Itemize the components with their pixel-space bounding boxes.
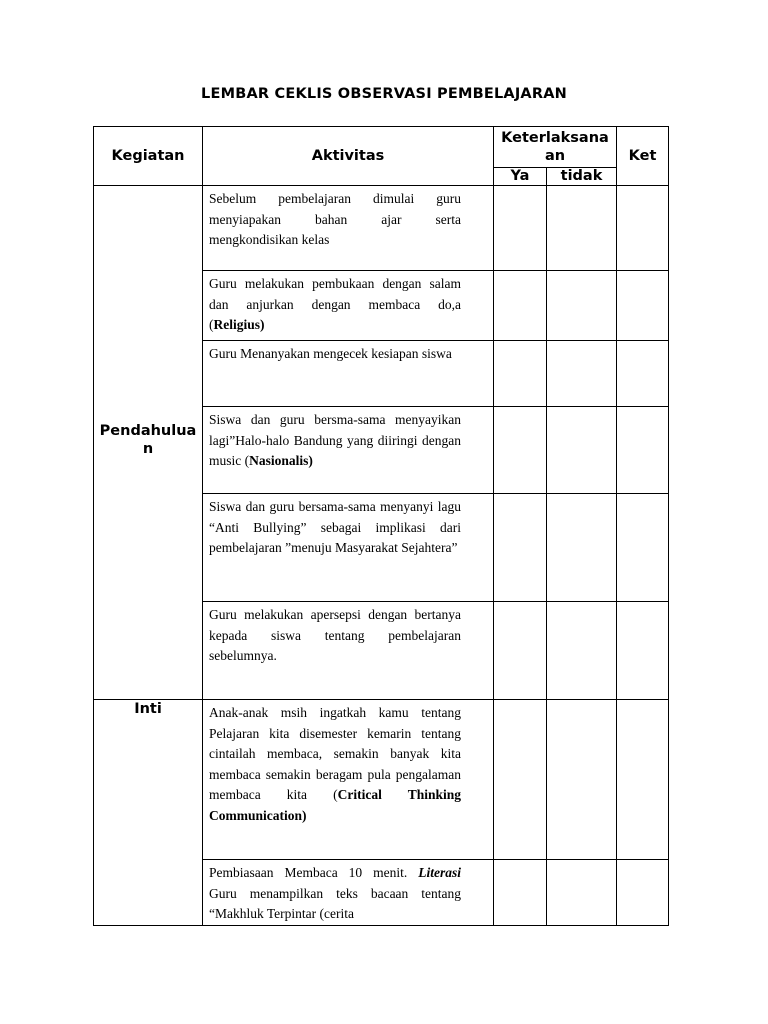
- check-tidak-cell[interactable]: [547, 860, 617, 926]
- section-pendahuluan: [94, 186, 203, 700]
- activity-cell: [203, 602, 494, 700]
- check-tidak-cell[interactable]: [547, 186, 617, 271]
- activity-text: Anak-anak msih ingatkah kamu tentang Pelajaran kita disemester kemarin tentang cintailah membaca, semakin banyak kita membaca semakin beragam pula pengalaman membaca kita (: [209, 705, 461, 802]
- activity-cell: [203, 494, 494, 602]
- ket-cell[interactable]: [617, 602, 669, 700]
- activity-text: Guru menampilkan teks bacaan tentang “Makhluk Terpintar (cerita: [209, 885, 461, 921]
- ket-cell[interactable]: [617, 341, 669, 407]
- activity-text: Sebelum pembelajaran dimulai guru menyiapakan bahan ajar serta mengkondisikan kelas: [209, 191, 461, 247]
- check-ya-cell[interactable]: [494, 341, 547, 407]
- ket-cell[interactable]: [617, 407, 669, 494]
- section-inti-label: Inti: [134, 701, 162, 717]
- activity-cell: [203, 407, 494, 494]
- activity-text: Guru melakukan apersepsi dengan bertanya kepada siswa tentang pembelajaran sebelumnya.: [209, 607, 461, 663]
- ket-cell[interactable]: [617, 700, 669, 860]
- table-row: [94, 186, 669, 271]
- page-title: LEMBAR CEKLIS OBSERVASI PEMBELAJARAN: [201, 86, 567, 102]
- header-kegiatan: Kegiatan: [94, 127, 203, 186]
- activity-cell: [203, 341, 494, 407]
- table-row: [94, 700, 669, 860]
- check-ya-cell[interactable]: [494, 860, 547, 926]
- ket-cell[interactable]: [617, 860, 669, 926]
- activity-value-tag: Nasionalis): [249, 453, 313, 468]
- activity-text: Siswa dan guru bersma-sama menyayikan lagi”Halo-halo Bandung yang diiringi dengan music (: [209, 412, 461, 468]
- check-tidak-cell[interactable]: [547, 494, 617, 602]
- activity-text: Guru Menanyakan mengecek kesiapan siswa: [209, 346, 452, 361]
- header-ya: Ya: [494, 168, 547, 186]
- section-pendahuluan-label: Pendahuluan: [99, 423, 197, 457]
- check-ya-cell[interactable]: [494, 494, 547, 602]
- observation-table: [93, 126, 669, 926]
- check-ya-cell[interactable]: [494, 271, 547, 341]
- activity-cell: [203, 860, 494, 926]
- activity-value-tag: Critical Thinking Communication): [209, 787, 461, 823]
- header-keterlaksanaan: [494, 127, 617, 168]
- check-ya-cell[interactable]: [494, 700, 547, 860]
- header-ket: Ket: [617, 127, 669, 186]
- check-ya-cell[interactable]: [494, 186, 547, 271]
- activity-cell: [203, 271, 494, 341]
- section-inti: [94, 700, 203, 926]
- check-ya-cell[interactable]: [494, 602, 547, 700]
- check-tidak-cell[interactable]: [547, 407, 617, 494]
- activity-cell: [203, 186, 494, 271]
- header-aktivitas: Aktivitas: [203, 127, 494, 186]
- activity-text: Guru melakukan pembukaan dengan salam dan anjurkan dengan membaca do,a (: [209, 276, 461, 332]
- check-tidak-cell[interactable]: [547, 341, 617, 407]
- activity-text: Siswa dan guru bersama-sama menyanyi lagu “Anti Bullying” sebagai implikasi dari pembelajaran ”menuju Masyarakat Sejahtera”: [209, 499, 461, 555]
- ket-cell[interactable]: [617, 271, 669, 341]
- check-tidak-cell[interactable]: [547, 700, 617, 860]
- ket-cell[interactable]: [617, 186, 669, 271]
- activity-value-tag: Religius): [213, 317, 265, 332]
- header-tidak: tidak: [547, 168, 617, 186]
- activity-lead: Pembiasaan Membaca 10 menit.: [209, 865, 408, 880]
- ket-cell[interactable]: [617, 494, 669, 602]
- activity-literasi-tag: Literasi: [418, 865, 461, 880]
- header-keterlaksanaan-text: Keterlaksanaan: [501, 130, 609, 164]
- check-tidak-cell[interactable]: [547, 271, 617, 341]
- check-tidak-cell[interactable]: [547, 602, 617, 700]
- activity-cell: [203, 700, 494, 860]
- check-ya-cell[interactable]: [494, 407, 547, 494]
